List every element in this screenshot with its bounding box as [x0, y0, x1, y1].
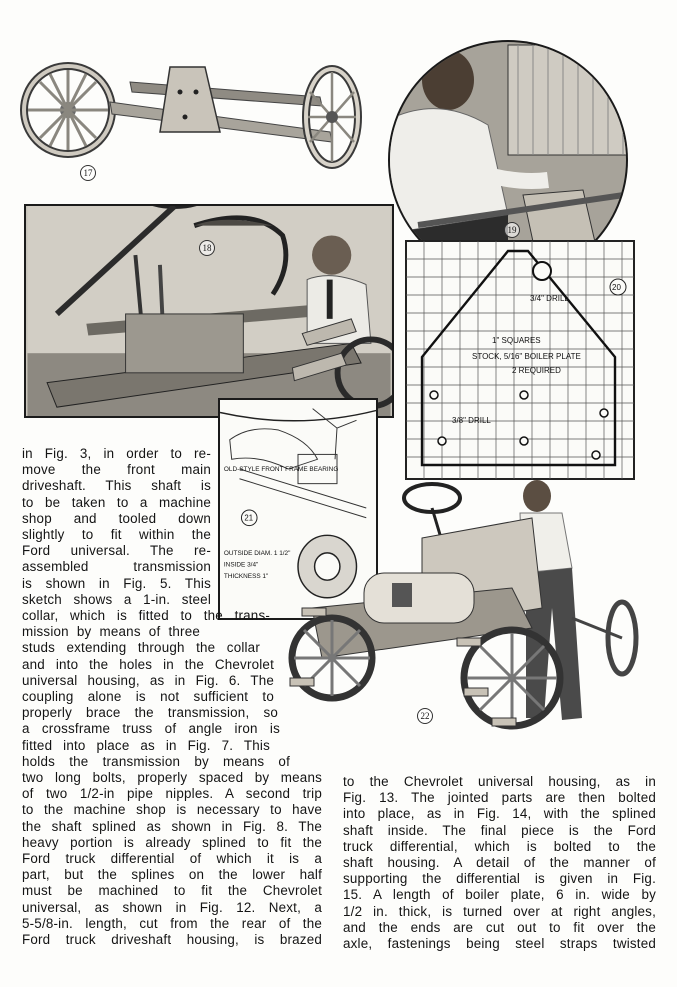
- text-line: and the ends are cut out to fit over the: [343, 919, 656, 935]
- text-line: heavy portion is already splined to fit the: [22, 834, 322, 850]
- fig21-outside-diam-label: OUTSIDE DIAM. 1 1/2": [223, 549, 291, 557]
- figure-number-21: 21: [244, 513, 254, 523]
- text-line: sketch shows a 1-in. steel: [22, 591, 211, 607]
- text-line: Fig. 13. The jointed parts are then bolted: [343, 790, 656, 806]
- text-line: to be taken to a machine: [22, 494, 211, 510]
- text-line: universal, as shown in Fig. 12. Next, a: [22, 899, 322, 915]
- figure-20-grid-drawing: [400, 237, 640, 485]
- text-line: to the machine shop is necessary to have: [22, 802, 322, 818]
- text-line: assembled transmission: [22, 559, 211, 575]
- fig21-thickness-label: THICKNESS 1": [223, 573, 269, 581]
- text-line: in Fig. 3, in order to re-: [22, 446, 211, 461]
- fig21-bearing-label: OLD-STYLE FRONT FRAME BEARING: [223, 465, 339, 473]
- text-line: to the Chevrolet universal housing, as in: [343, 774, 656, 789]
- text-line: holds the transmission by means of: [22, 753, 290, 769]
- text-line: move the front main: [22, 462, 211, 478]
- figure-number-19: 19: [504, 222, 520, 238]
- text-line: is shown in Fig. 5. This: [22, 575, 211, 591]
- body-text-left: [22, 608, 322, 948]
- figure-number-17: 17: [80, 165, 96, 181]
- text-line: 15. A length of boiler plate, 6 in. wide by: [343, 887, 656, 903]
- fig20-required-label: 2 REQUIRED: [512, 366, 561, 375]
- text-line: 1/2 in. thick, is turned over at right angles,: [343, 903, 656, 919]
- text-line: a crossframe truss of angle iron is: [22, 721, 280, 737]
- text-line: truck differential, which is bolted to the: [343, 838, 656, 854]
- figure-22-tractor-photo: [282, 478, 662, 733]
- body-text-right: [343, 774, 656, 952]
- fig21-inside-label: INSIDE 3/4": [223, 561, 259, 569]
- fig20-drill-bottom-label: 3/8" DRILL: [452, 416, 491, 425]
- text-line: shaft housing. A detail of the manner of: [343, 855, 656, 871]
- text-line: and into the holes in the Chevrolet: [22, 656, 274, 672]
- text-line: the shaft splined as shown in Fig. 8. The: [22, 818, 322, 834]
- text-line: studs extending through the collar: [22, 640, 260, 656]
- text-line: two long bolts, properly spaced by means: [22, 770, 322, 786]
- text-line: mission by means of three: [22, 624, 200, 640]
- text-line: supporting the differential is given in Fig.: [343, 871, 656, 887]
- text-line: must be machined to fit the Chevrolet: [22, 883, 322, 899]
- text-line: shop and tooled down: [22, 510, 211, 526]
- text-line: shaft inside. The final piece is the Ford: [343, 822, 656, 838]
- text-line: coupling alone is not sufficient to: [22, 689, 274, 705]
- body-text-narrow: [22, 446, 211, 608]
- text-line: slightly to fit within the: [22, 527, 211, 543]
- text-line: driveshaft. This shaft is: [22, 478, 211, 494]
- text-line: into place, as in Fig. 14, with the splined: [343, 806, 656, 822]
- figure-17-chassis-photo: [20, 22, 370, 202]
- text-line: of two 1/2-in pipe nipples. A second trip: [22, 786, 322, 802]
- text-line: 5-5/8-in. length, cut from the rear of the: [22, 915, 322, 931]
- text-line: universal housing, as in Fig. 6. The: [22, 672, 274, 688]
- text-line: collar, which is fitted to the trans-: [22, 608, 270, 623]
- figure-number-18: 18: [199, 240, 215, 256]
- text-line: properly brace the transmission, so: [22, 705, 278, 721]
- figure-number-20: 20: [612, 283, 621, 292]
- text-line: axle, fastenings being steel straps twisted: [343, 936, 656, 952]
- text-line: Ford universal. The re-: [22, 543, 211, 559]
- text-line: part, but the splines on the lower half: [22, 867, 322, 883]
- text-line: Ford truck driveshaft housing, is brazed: [22, 932, 322, 948]
- figure-number-22: 22: [417, 708, 433, 724]
- figure-18-steering-photo: [24, 204, 394, 418]
- fig20-drill-top-label: 3/4" DRILL: [530, 294, 569, 303]
- fig20-stock-label: STOCK, 5/16" BOILER PLATE: [472, 352, 581, 361]
- fig20-squares-label: 1" SQUARES: [492, 336, 541, 345]
- text-line: Ford truck differential of which it is a: [22, 851, 322, 867]
- text-line: fitted into place as in Fig. 7. This: [22, 737, 270, 753]
